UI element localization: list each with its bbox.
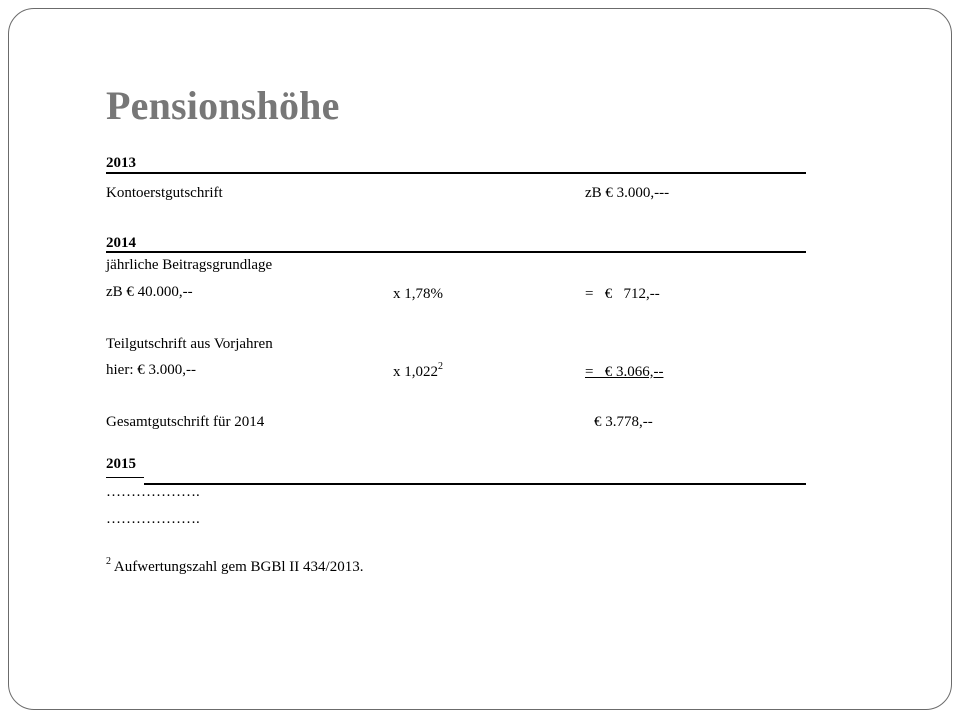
year-2015-heading: 2015 bbox=[106, 456, 136, 472]
beitragsgrundlage-label: jährliche Beitragsgrundlage bbox=[106, 257, 273, 273]
beitragsgrundlage-amount: zB € 40.000,-- bbox=[106, 284, 193, 300]
rule-2014 bbox=[106, 251, 806, 253]
beitragsgrundlage-result: = € 712,-- bbox=[585, 286, 660, 302]
beitragsgrundlage-factor: x 1,78% bbox=[393, 286, 443, 302]
gesamtgutschrift-label: Gesamtgutschrift für 2014 bbox=[106, 414, 265, 430]
teilgutschrift-amount: hier: € 3.000,-- bbox=[106, 362, 196, 378]
rule-2015 bbox=[144, 483, 806, 485]
gesamtgutschrift-value: € 3.778,-- bbox=[594, 414, 653, 430]
placeholder-dots-2: ………………. bbox=[106, 511, 200, 527]
teilgutschrift-result: = € 3.066,-- bbox=[585, 364, 664, 380]
rule-2015-lead bbox=[106, 477, 144, 478]
rule-2013 bbox=[106, 172, 806, 174]
year-2014-heading: 2014 bbox=[106, 235, 136, 251]
teilgutschrift-factor-value: x 1,022 bbox=[393, 364, 438, 380]
slide-title: Pensionshöhe bbox=[106, 83, 340, 128]
teilgutschrift-factor-exponent: 2 bbox=[438, 361, 443, 372]
teilgutschrift-label: Teilgutschrift aus Vorjahren bbox=[106, 336, 273, 352]
footnote-mark: 2 bbox=[106, 556, 111, 567]
footnote bbox=[106, 558, 363, 576]
kontoerstgutschrift-value: zB € 3.000,--- bbox=[585, 185, 670, 201]
placeholder-dots-1: ………………. bbox=[106, 484, 200, 500]
kontoerstgutschrift-label: Kontoerstgutschrift bbox=[106, 185, 223, 201]
year-2013-heading: 2013 bbox=[106, 155, 136, 171]
footnote-text: Aufwertungszahl gem BGBl II 434/2013. bbox=[111, 559, 364, 575]
teilgutschrift-factor bbox=[393, 363, 443, 381]
